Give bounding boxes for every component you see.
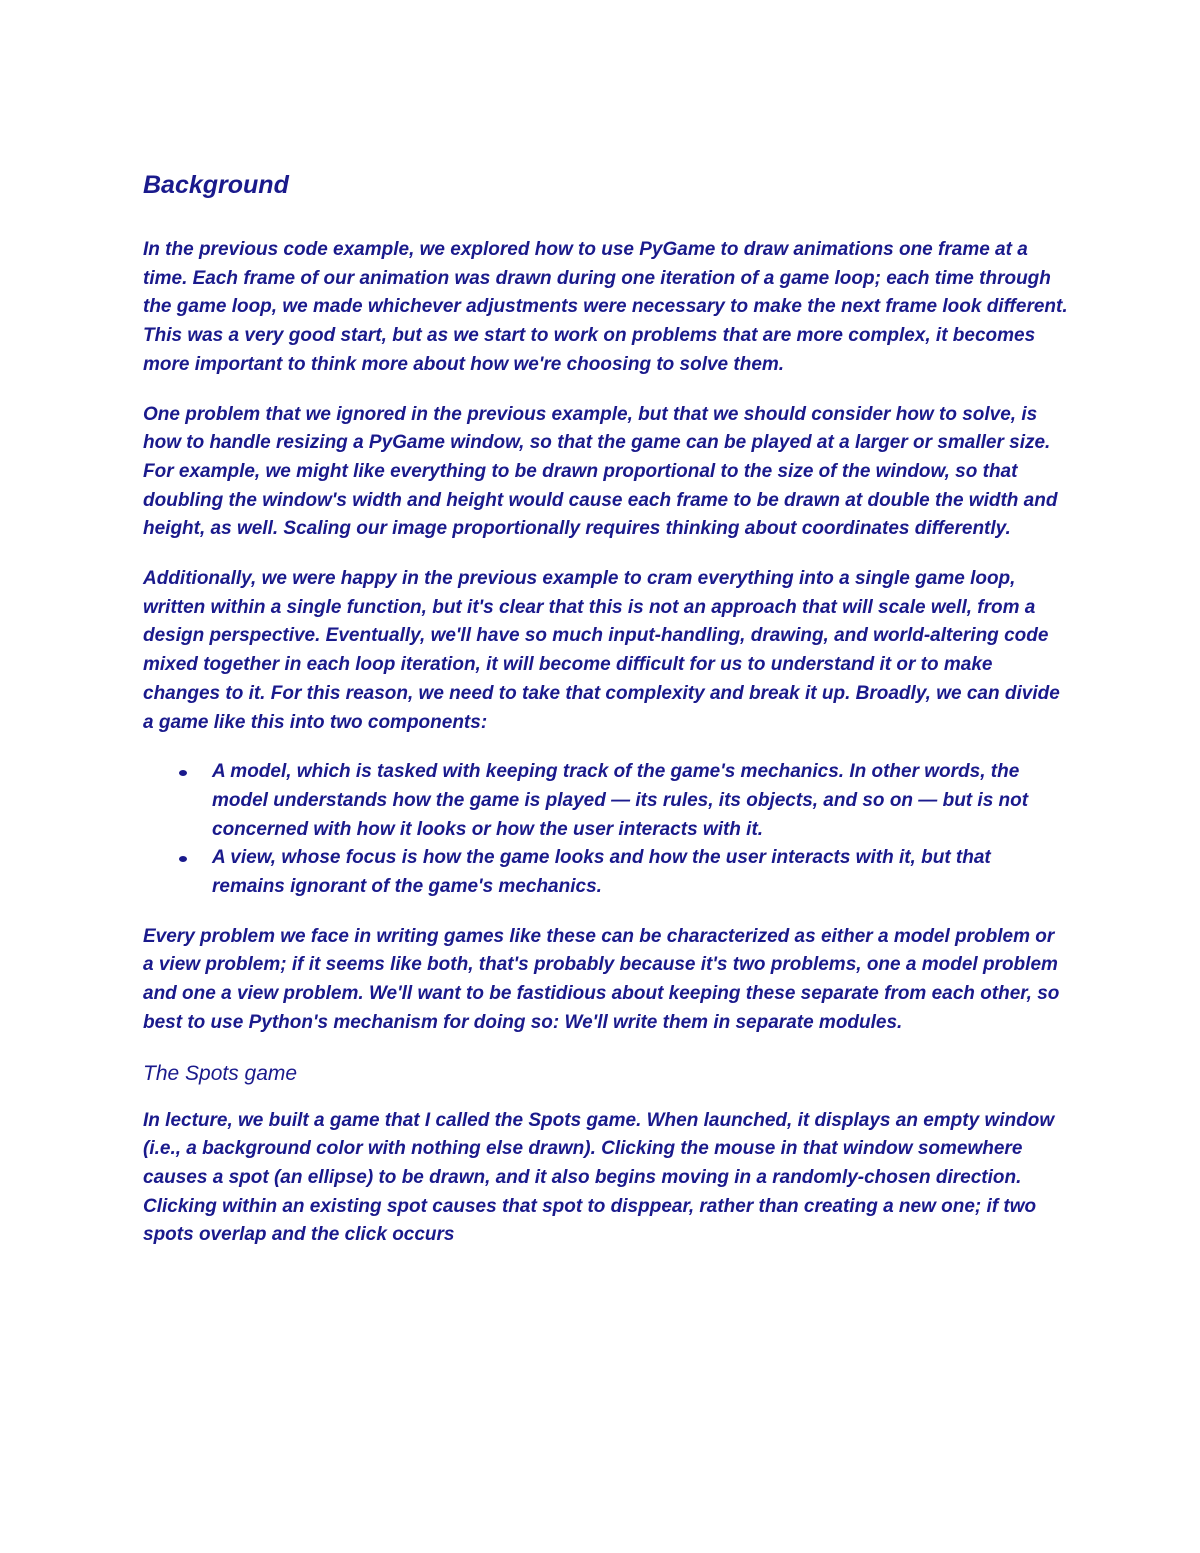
bullet-item-model	[143, 758, 1068, 844]
bullet-text-view: A view, whose focus is how the game looks and how the user interacts with it, but that remains ignorant of the game's mechanics.	[212, 847, 991, 898]
paragraph-intro-2: One problem that we ignored in the previous example, but that we should consider how to solve, is how to handle resizing a PyGame window, so that the game can be played at a larger or smaller size. For example, we might like everything to be drawn proportional to the size of the window, so that doubling the window's width and height would cause each frame to be drawn at double the width and height, as well. Scaling our image proportionally requires thinking about coordinates differently.	[143, 403, 1058, 540]
document-page	[143, 168, 1068, 1271]
bullet-dot-icon	[179, 770, 187, 776]
paragraph-intro-3: Additionally, we were happy in the previous example to cram everything into a single game loop, written within a single function, but it's clear that this is not an approach that will scale well, from a design perspective. Eventually, we'll have so much input-handling, drawing, and world-altering code mixed together in each loop iteration, it will become difficult for us to understand it or to make changes to it. For this reason, we need to take that complexity and break it up. Broadly, we can divide a game like this into two components:	[143, 568, 1060, 733]
heading-spots-game: The Spots game	[143, 1061, 298, 1085]
heading-background: Background	[143, 171, 289, 199]
bullet-text-model: A model, which is tasked with keeping track of the game's mechanics. In other words, the model understands how the game is played — its rules, its objects, and so on — but is not concerned with how it looks or how the user interacts with it.	[212, 761, 1029, 840]
paragraph-spots: In lecture, we built a game that I called the Spots game. When launched, it displays an empty window (i.e., a background color with nothing else drawn). Clicking the mouse in that window somewhere causes a spot (an ellipse) to be drawn, and it also begins moving in a randomly-chosen direction. Clicking within an existing spot causes that spot to disppear, rather than creating a new one; if two spots overlap and the click occurs	[143, 1109, 1055, 1246]
bullet-item-view	[143, 844, 1068, 901]
bullet-dot-icon	[179, 856, 187, 862]
bullet-list	[143, 758, 1068, 902]
paragraph-intro-1: In the previous code example, we explored how to use PyGame to draw animations one frame at a time. Each frame of our animation was drawn during one iteration of a game loop; each time through the game loop, we made whichever adjustments were necessary to make the next frame look different. This was a very good start, but as we start to work on problems that are more complex, it becomes more important to think more about how we're choosing to solve them.	[143, 239, 1068, 375]
paragraph-after-bullets: Every problem we face in writing games like these can be characterized as either a model problem or a view problem; if it seems like both, that's probably because it's two problems, one a model problem and one a view problem. We'll want to be fastidious about keeping these separate from each other, so best to use Python's mechanism for doing so: We'll write them in separate modules.	[143, 925, 1060, 1033]
